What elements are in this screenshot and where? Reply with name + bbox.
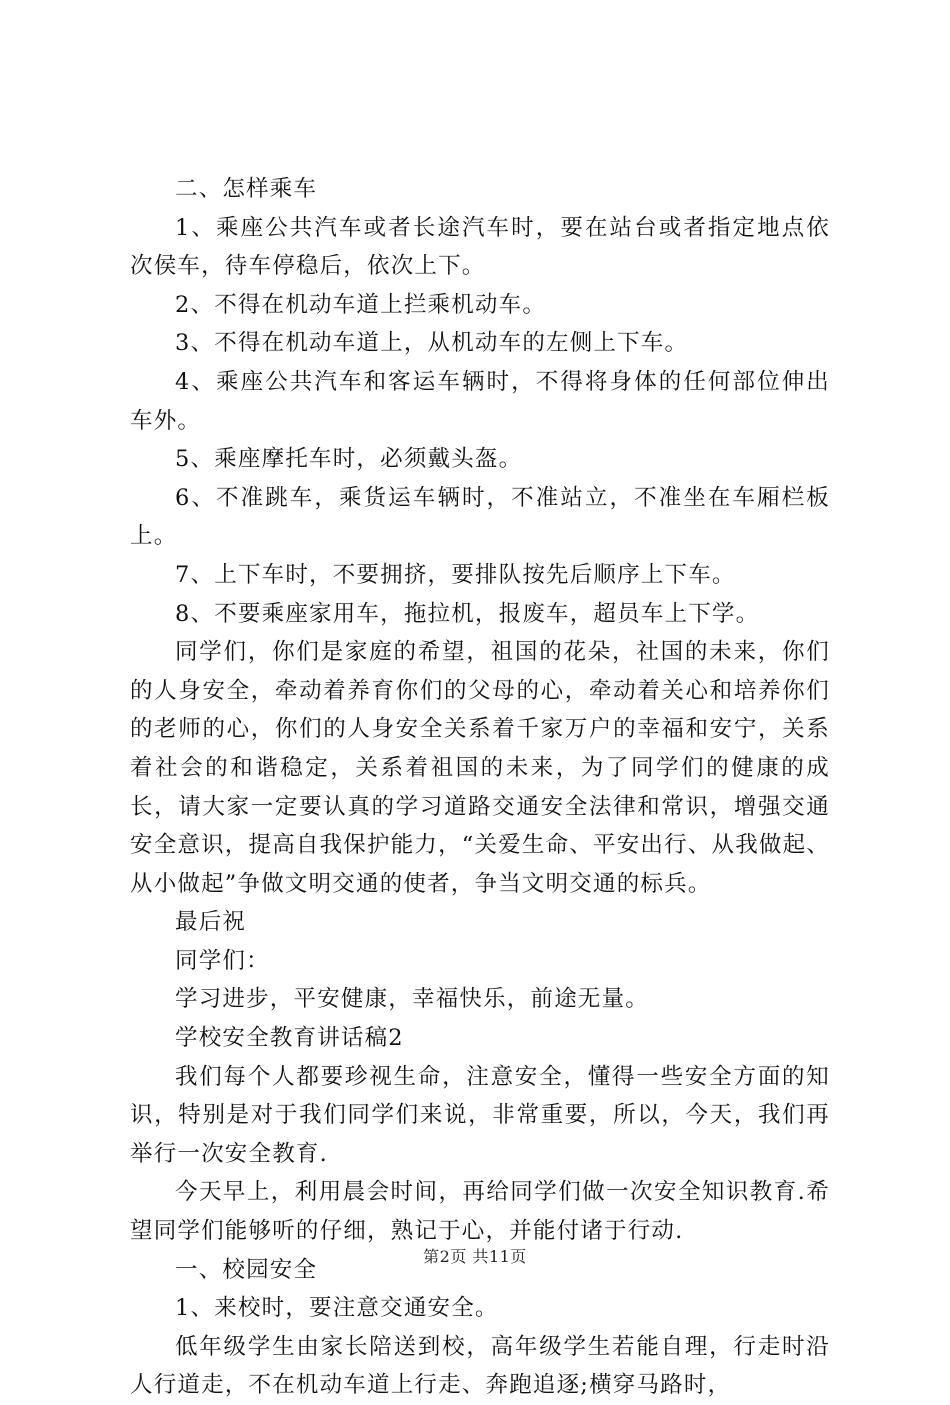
- campus-rule-1-detail: 低年级学生由家长陪送到校，高年级学生若能自理，行走时沿人行道走，不在机动车道上行走、奔跑追逐;横穿马路时，: [130, 1333, 830, 1399]
- page-number-label: 第2页 共11页: [423, 1247, 527, 1266]
- speech-intro-paragraph: 我们每个人都要珍视生命，注意安全，懂得一些安全方面的知识，特别是对于我们同学们来说，非常重要，所以，今天，我们再举行一次安全教育.: [130, 1063, 830, 1167]
- speech-title-2: 学校安全教育讲话稿2: [175, 1025, 404, 1052]
- appeal-paragraph: 同学们，你们是家庭的希望，祖国的花朵，社国的未来，你们的人身安全，牵动着养育你们的父母的心，牵动着关心和培养你们的老师的心，你们的人身安全关系着千家万户的幸福和安宁，关系着社会的和谐稳定，关系着祖国的未来，为了同学们的健康的成长，请大家一定要认真的学习道路交通安全法律和常识，增强交通安全意识，提高自我保护能力，“关爱生命、平安出行、从我做起、从小做起”争做文明交通的使者，争当文明交通的标兵。: [130, 639, 831, 897]
- rule-paragraph-3: 3、不得在机动车道上，从机动车的左侧上下车。: [175, 330, 689, 357]
- rule-paragraph-1: 1、乘座公共汽车或者长途汽车时，要在站台或者指定地点依次侯车，待车停稳后，依次上下。: [130, 214, 830, 280]
- page-footer: [0, 1244, 950, 1267]
- closing-salutation: 同学们：: [175, 947, 270, 974]
- section-heading-how-to-ride: 二、怎样乘车: [175, 176, 318, 202]
- closing-blessing: 学习进步，平安健康，幸福快乐，前途无量。: [175, 986, 650, 1013]
- rule-paragraph-5: 5、乘座摩托车时，必须戴头盔。: [175, 446, 523, 473]
- document-body: [130, 170, 830, 1405]
- rule-paragraph-2: 2、不得在机动车道上拦乘机动车。: [175, 291, 547, 318]
- speech-morning-paragraph: 今天早上，利用晨会时间，再给同学们做一次安全知识教育.希望同学们能够听的仔细，熟记于心，并能付诸于行动.: [130, 1179, 830, 1245]
- closing-wish-line: 最后祝: [175, 909, 247, 936]
- rule-paragraph-4: 4、乘座公共汽车和客运车辆时，不得将身体的任何部位伸出车外。: [130, 368, 830, 434]
- rule-paragraph-6: 6、不准跳车，乘货运车辆时，不准站立，不准坐在车厢栏板上。: [130, 484, 830, 550]
- rule-paragraph-7: 7、上下车时，不要拥挤，要排队按先后顺序上下车。: [175, 561, 736, 588]
- campus-rule-1: 1、来校时，要注意交通安全。: [175, 1295, 499, 1322]
- section-heading-campus-safety: 一、校园安全: [175, 1256, 318, 1283]
- rule-paragraph-8: 8、不要乘座家用车，拖拉机，报废车，超员车上下学。: [175, 600, 760, 627]
